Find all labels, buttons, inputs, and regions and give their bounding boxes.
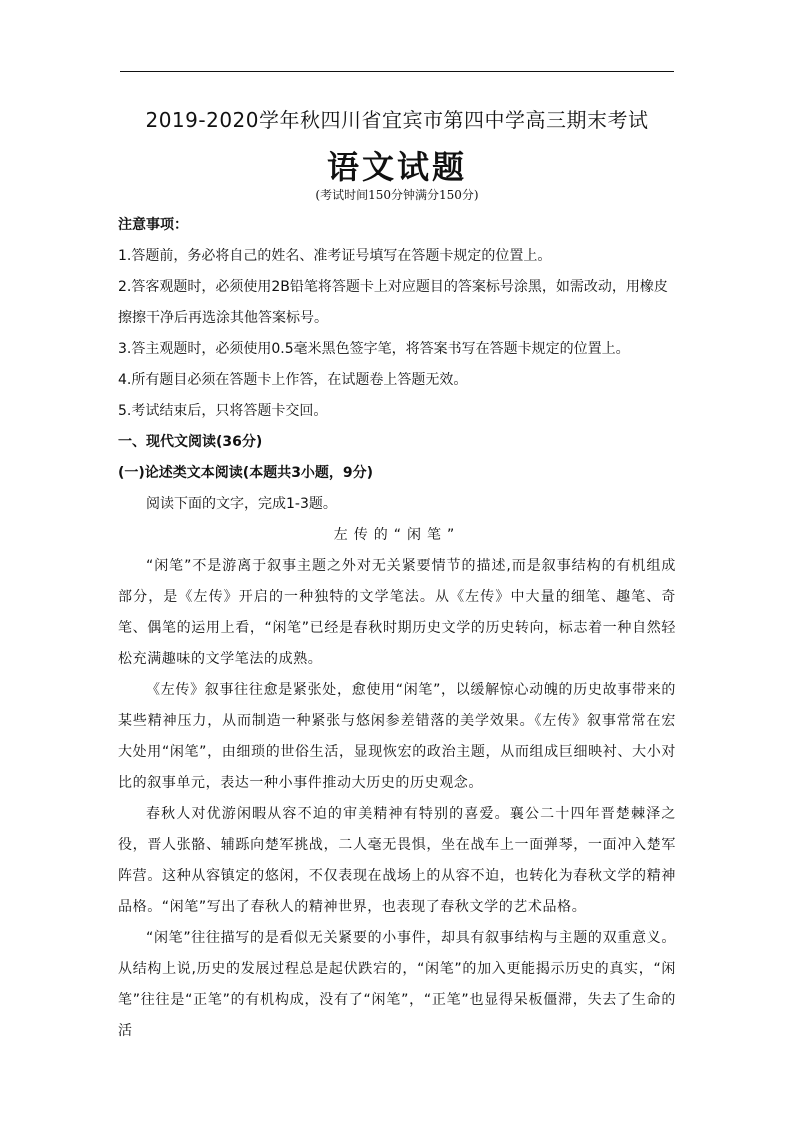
section-title: 一、现代文阅读(36分) xyxy=(118,434,263,450)
notes-item-2: 2.答客观题时，必须使用2B铅笔将答题卡上对应题目的答案标号涂黑，如需改动，用橡皮擦擦干净后再选涂其他答案标号。 xyxy=(118,279,668,326)
subsection-title: (一)论述类文本阅读(本题共3小题，9分) xyxy=(118,465,374,481)
passage-paragraph-1: “闲笔”不是游离于叙事主题之外对无关紧要情节的描述,而是叙事结构的有机组成部分，是《左传》开启的一种独特的文学笔法。从《左传》中大量的细笔、趣笔、奇笔、偶笔的运用上看，“闲笔”已经是春秋时期历史文学的历史转向，标志着一种自然轻松充满趣味的文学笔法的成熟。 xyxy=(118,558,676,667)
document-body xyxy=(118,210,676,1047)
exam-time-note: (考试时间150分钟满分150分) xyxy=(315,188,479,202)
header-rule xyxy=(120,71,674,72)
passage-paragraph-3: 春秋人对优游闲暇从容不迫的审美精神有特别的喜爱。襄公二十四年晋楚棘泽之役，晋人张骼、辅跞向楚军挑战，二人毫无畏惧，坐在战车上一面弹琴，一面冲入楚军阵营。这种从容镇定的悠闲，不仅表现在战场上的从容不迫，也转化为春秋文学的精神品格。“闲笔”写出了春秋人的精神世界，也表现了春秋文学的艺术品格。 xyxy=(118,806,676,915)
exam-title: 2019-2020学年秋四川省宜宾市第四中学高三期末考试 xyxy=(145,108,649,132)
passage-paragraph-2: 《左传》叙事往往愈是紧张处，愈使用“闲笔”，以缓解惊心动魄的历史故事带来的某些精神压力，从而制造一种紧张与悠闲参差错落的美学效果。《左传》叙事常常在宏大处用“闲笔”，由细琐的世俗生活，显现恢宏的政治主题，从而组成巨细映衬、大小对比的叙事单元，表达一种小事件推动大历史的历史观念。 xyxy=(118,682,676,791)
notes-item-5: 5.考试结束后，只将答题卡交回。 xyxy=(118,403,328,419)
notes-item-3: 3.答主观题时，必须使用0.5毫米黑色签字笔，将答案书写在答题卡规定的位置上。 xyxy=(118,341,630,357)
passage-title: 左传的“闲笔” xyxy=(333,527,461,543)
passage-paragraph-4: “闲笔”往往描写的是看似无关紧要的小事件，却具有叙事结构与主题的双重意义。从结构上说,历史的发展过程总是起伏跌宕的，“闲笔”的加入更能揭示历史的真实，“闲笔”往往是“正笔”的有机构成，没有了“闲笔”，“正笔”也显得呆板僵滞，失去了生命的活 xyxy=(118,930,676,1039)
notes-heading: 注意事项： xyxy=(118,217,188,233)
subject-title: 语文试题 xyxy=(326,148,467,186)
reading-instruction: 阅读下面的文字，完成1-3题。 xyxy=(146,496,337,512)
notes-item-1: 1.答题前，务必将自己的姓名、准考证号填写在答题卡规定的位置上。 xyxy=(118,248,552,264)
notes-item-4: 4.所有题目必须在答题卡上作答，在试题卷上答题无效。 xyxy=(118,372,468,388)
